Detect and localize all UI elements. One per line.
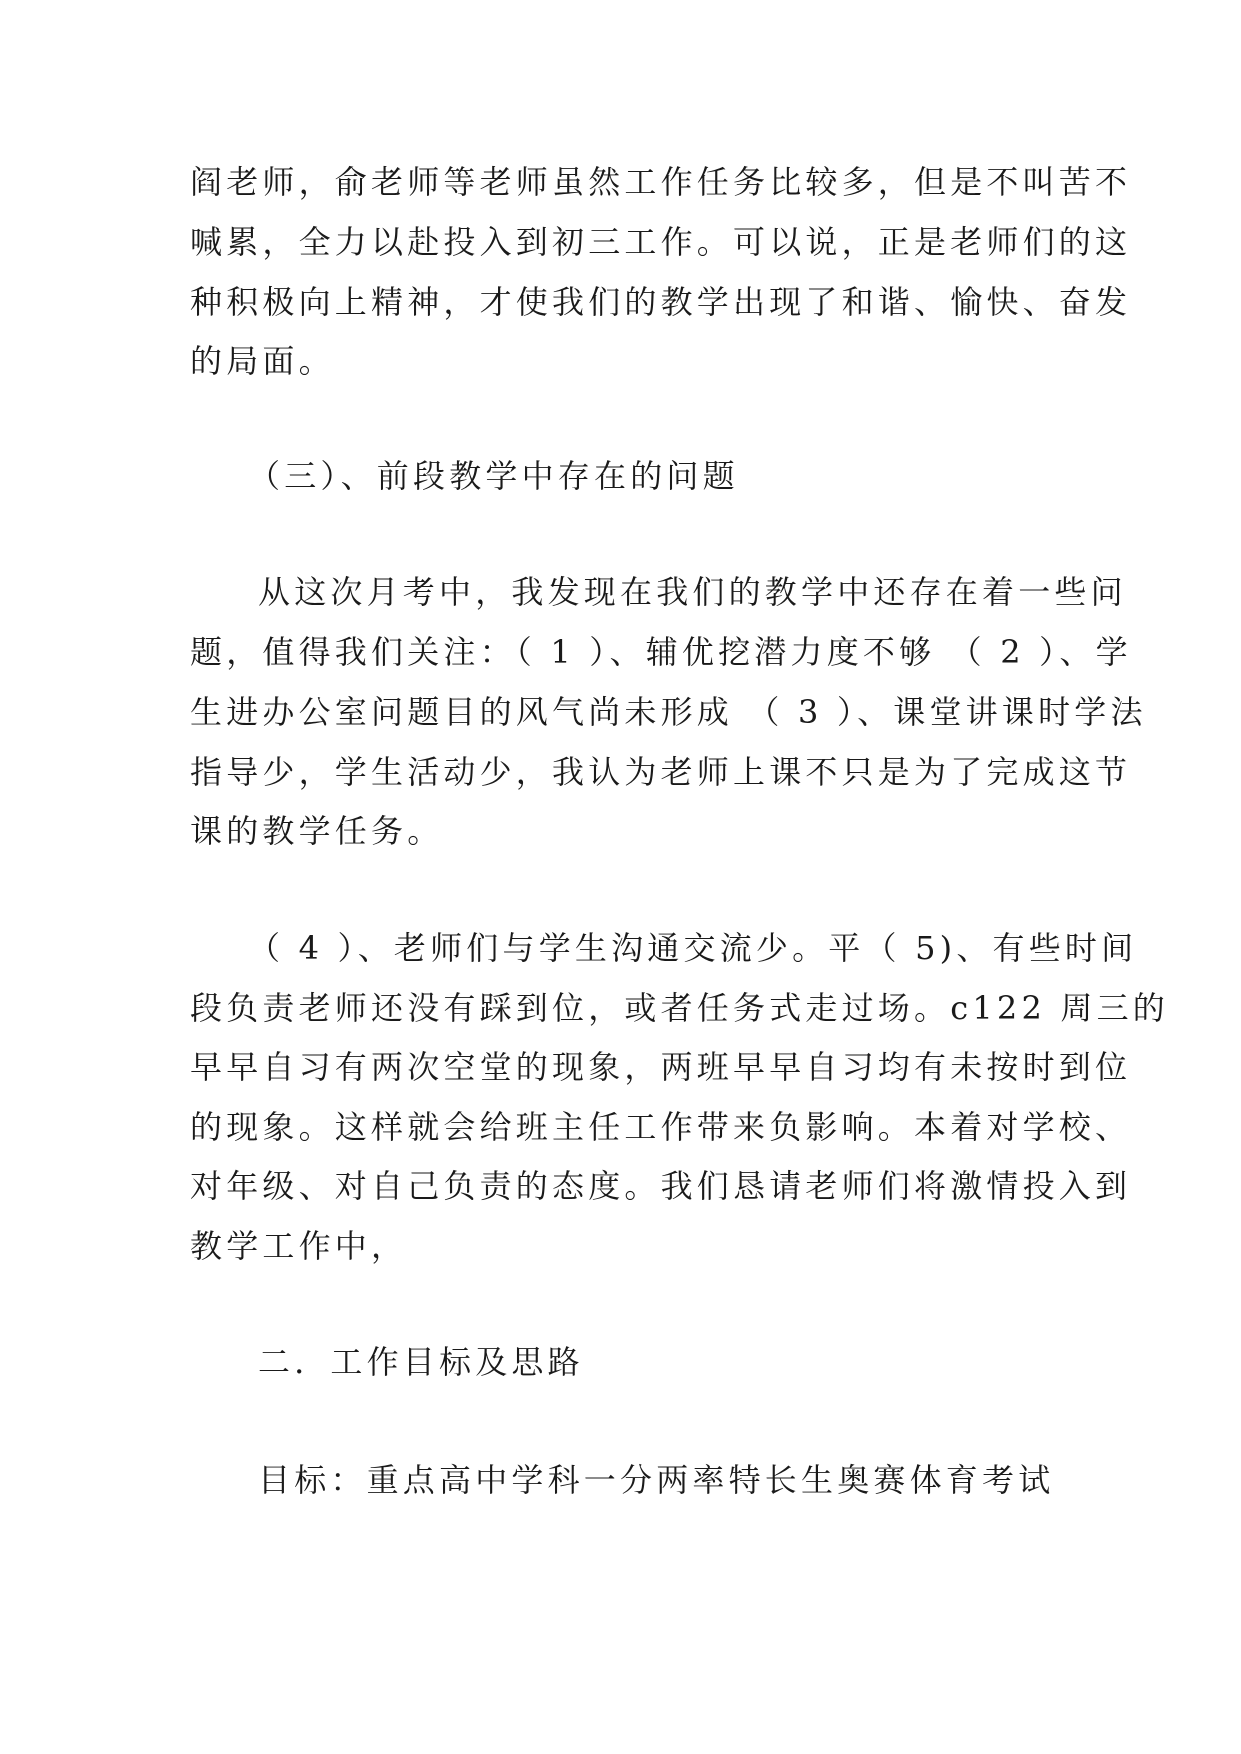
paragraph3-line-5: 对年级、对自己负责的态度。我们恳请老师们将激情投入到 bbox=[190, 1167, 1132, 1205]
section-heading-3: （三）、前段教学中存在的问题 bbox=[248, 457, 739, 495]
paragraph2-line-3: 生进办公室问题目的风气尚未形成 （ 3 ）、课堂讲课时学法 bbox=[190, 693, 1147, 731]
paragraph3-line-2: 段负责老师还没有踩到位，或者任务式走过场。c122 周三的 bbox=[190, 989, 1169, 1027]
paragraph3-line-6: 教学工作中， bbox=[190, 1227, 408, 1265]
paragraph2-line-1: 从这次月考中，我发现在我们的教学中还存在着一些问 bbox=[258, 573, 1127, 611]
paragraph1-line-1: 阎老师，俞老师等老师虽然工作任务比较多，但是不叫苦不 bbox=[190, 163, 1132, 201]
goal-line: 目标：重点高中学科一分两率特长生奥赛体育考试 bbox=[258, 1461, 1055, 1499]
paragraph1-line-3: 种积极向上精神，才使我们的教学出现了和谐、愉快、奋发 bbox=[190, 283, 1132, 321]
paragraph1-line-2: 喊累，全力以赴投入到初三工作。可以说，正是老师们的这 bbox=[190, 223, 1132, 261]
section-heading-2: 二．工作目标及思路 bbox=[258, 1343, 584, 1381]
paragraph2-line-4: 指导少，学生活动少，我认为老师上课不只是为了完成这节 bbox=[190, 753, 1132, 791]
paragraph1-line-4: 的局面。 bbox=[190, 342, 335, 380]
paragraph2-line-2: 题，值得我们关注：（ 1 ）、辅优挖潜力度不够 （ 2 ）、学 bbox=[190, 633, 1132, 671]
paragraph3-line-4: 的现象。这样就会给班主任工作带来负影响。本着对学校、 bbox=[190, 1108, 1132, 1146]
paragraph3-line-1: （ 4 ）、老师们与学生沟通交流少。平（ 5)、有些时间 bbox=[248, 929, 1138, 967]
paragraph3-line-3: 早早自习有两次空堂的现象，两班早早自习均有未按时到位 bbox=[190, 1048, 1132, 1086]
paragraph2-line-5: 课的教学任务。 bbox=[190, 812, 444, 850]
